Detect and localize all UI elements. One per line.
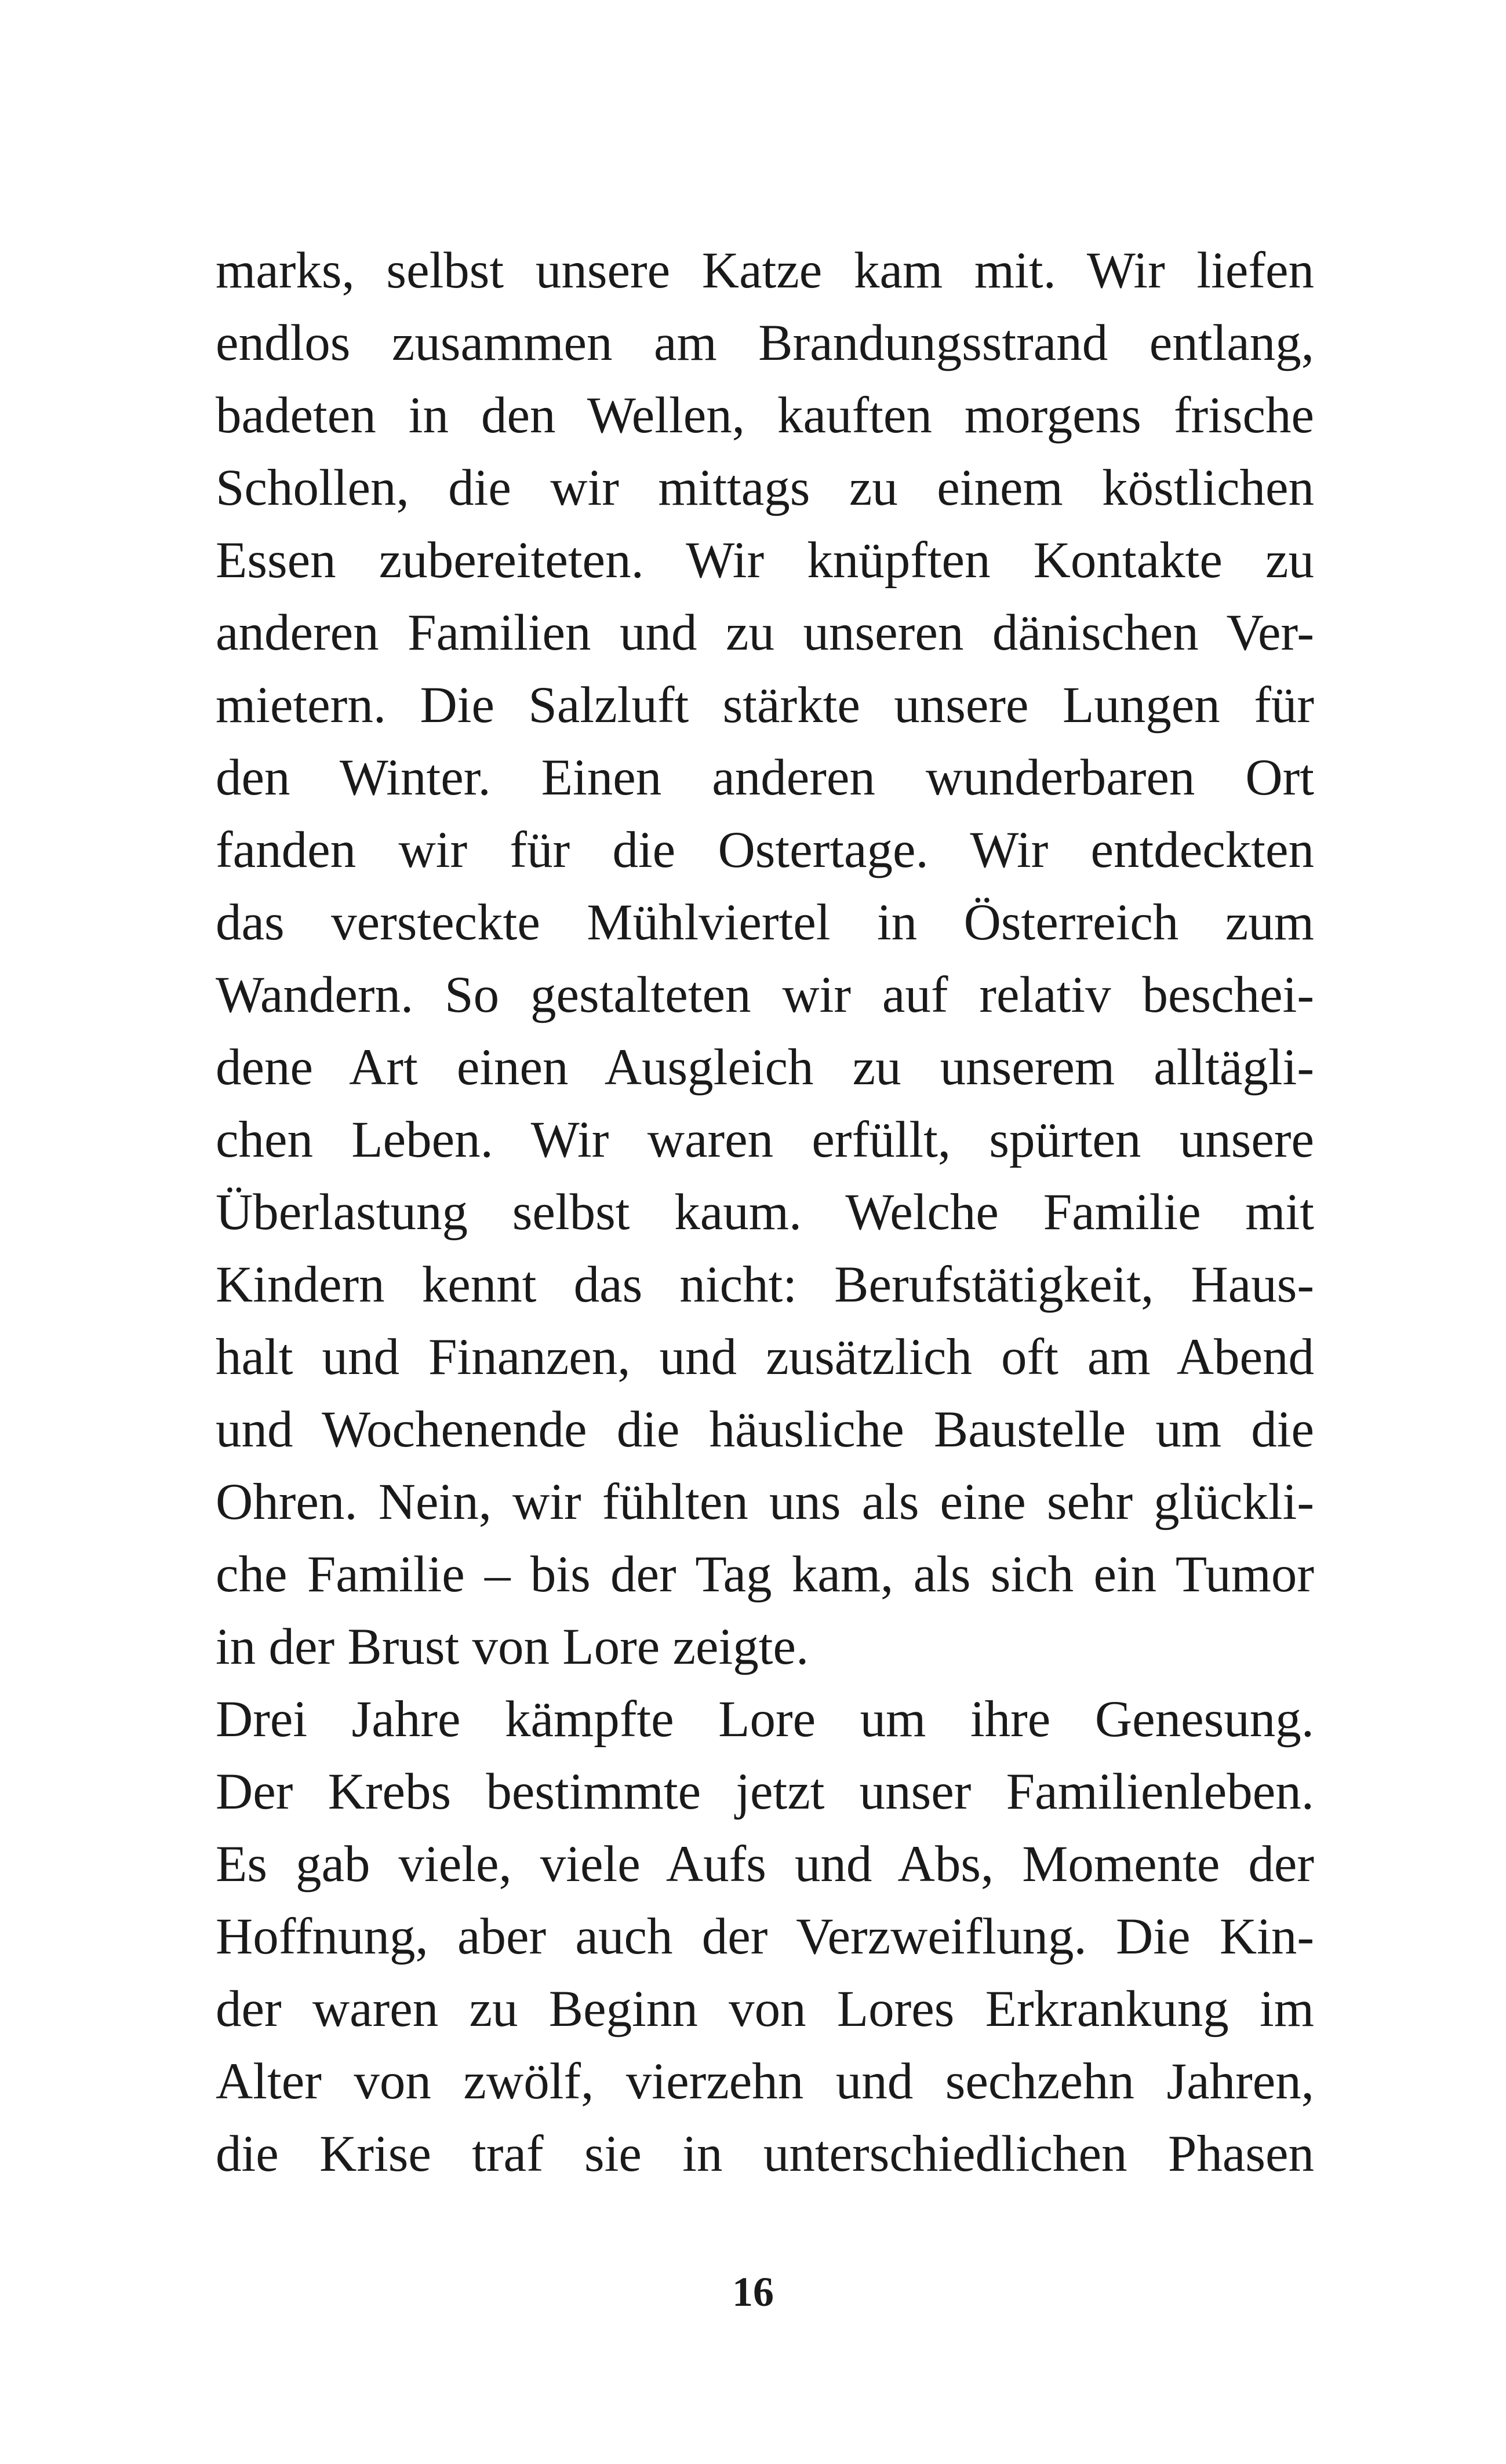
text-line: Hoffnung, aber auch der Verzweiflung. Die Kin- xyxy=(216,1908,1314,1965)
text-line: Der Krebs bestimmte jetzt unser Familienleben. xyxy=(216,1763,1314,1820)
text-line: die Krise traf sie in unterschiedlichen Phasen xyxy=(216,2126,1314,2182)
text-line: chen Leben. Wir waren erfüllt, spürten unsere xyxy=(216,1111,1314,1168)
page-number: 16 xyxy=(732,2269,774,2315)
text-line: dene Art einen Ausgleich zu unserem alltägli- xyxy=(216,1039,1314,1096)
text-line: Schollen, die wir mittags zu einem köstlichen xyxy=(216,460,1314,516)
text-line: Alter von zwölf, vierzehn und sechzehn Jahren, xyxy=(216,2053,1314,2110)
text-line: den Winter. Einen anderen wunderbaren Ort xyxy=(216,749,1314,806)
text-line: mietern. Die Salzluft stärkte unsere Lungen für xyxy=(216,677,1314,734)
text-line: Überlastung selbst kaum. Welche Familie mit xyxy=(216,1184,1314,1241)
text-line: Ohren. Nein, wir fühlten uns als eine sehr glückli- xyxy=(216,1474,1314,1530)
text-line: Wandern. So gestalteten wir auf relativ beschei- xyxy=(216,967,1314,1023)
text-line: Essen zubereiteten. Wir knüpften Kontakte zu xyxy=(216,532,1314,589)
text-line: das versteckte Mühlviertel in Österreich zum xyxy=(216,894,1314,951)
text-line: fanden wir für die Ostertage. Wir entdeckten xyxy=(216,822,1314,879)
text-line: che Familie – bis der Tag kam, als sich ein Tumor xyxy=(216,1546,1314,1603)
text-line: Es gab viele, viele Aufs und Abs, Momente der xyxy=(216,1836,1314,1893)
body-text xyxy=(216,235,1314,2190)
text-line: halt und Finanzen, und zusätzlich oft am Abend xyxy=(216,1329,1314,1386)
text-line: in der Brust von Lore zeigte. xyxy=(216,1619,809,1675)
text-line: Drei Jahre kämpfte Lore um ihre Genesung. xyxy=(216,1691,1314,1748)
text-line: badeten in den Wellen, kauften morgens frische xyxy=(216,387,1314,444)
text-line: anderen Familien und zu unseren dänischen Ver- xyxy=(216,604,1314,661)
text-line: endlos zusammen am Brandungsstrand entlang, xyxy=(216,315,1314,371)
text-line: und Wochenende die häusliche Baustelle um die xyxy=(216,1401,1314,1458)
text-line: der waren zu Beginn von Lores Erkrankung im xyxy=(216,1981,1314,2037)
text-line: Kindern kennt das nicht: Berufstätigkeit, Haus- xyxy=(216,1256,1314,1313)
text-line: marks, selbst unsere Katze kam mit. Wir liefen xyxy=(216,242,1314,299)
